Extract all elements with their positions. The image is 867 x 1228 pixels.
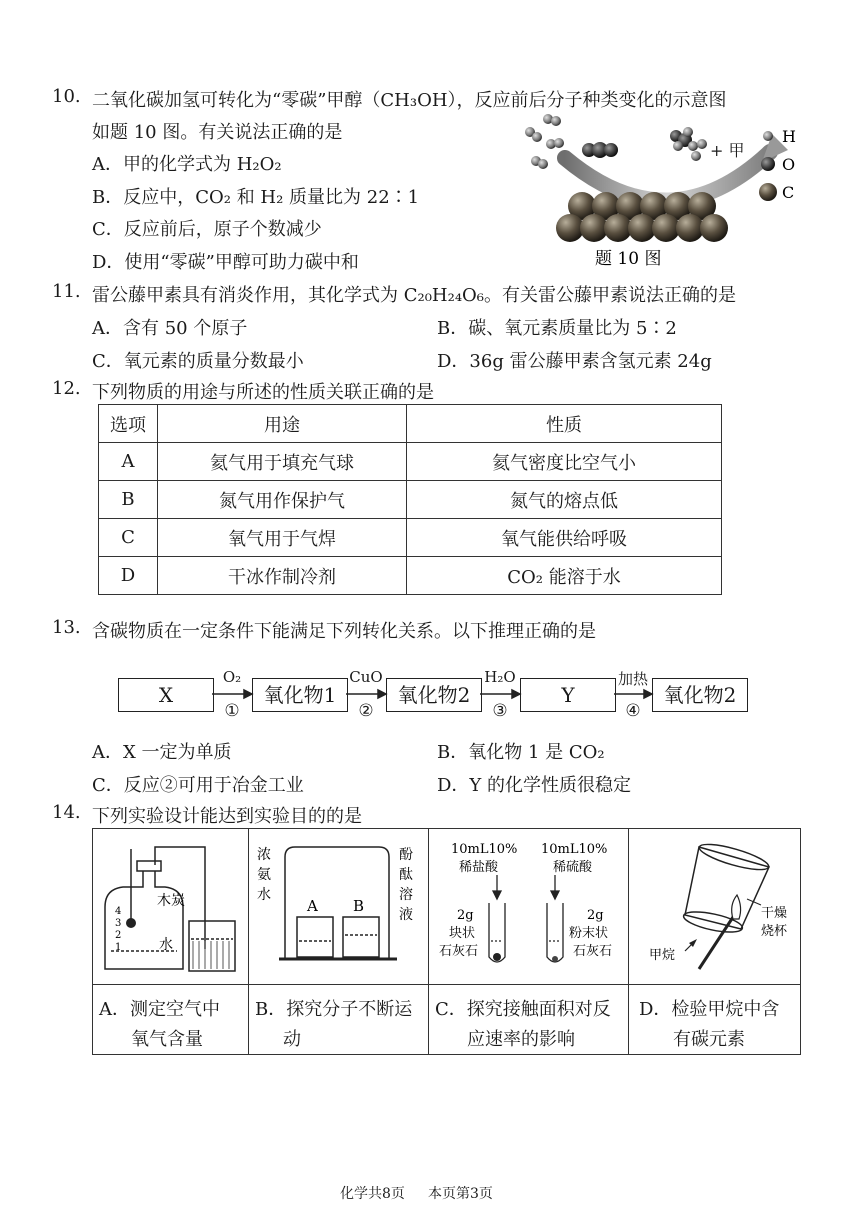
table-cell: CO₂ 能溶于水 xyxy=(407,557,722,595)
flow-box-x: X xyxy=(118,678,214,712)
q10-option-b: B．反应中，CO₂ 和 H₂ 质量比为 22∶1 xyxy=(92,187,420,208)
arrow4-condition: 加热 xyxy=(617,670,648,688)
svg-text:C: C xyxy=(782,183,795,202)
table-cell: 氦气密度比空气小 xyxy=(407,443,722,481)
caption-c-line1: C．探究接触面积对反 xyxy=(435,999,611,1020)
arrow4-step: ④ xyxy=(625,701,641,721)
q10-option-a: A．甲的化学式为 H₂O₂ xyxy=(92,154,282,175)
beaker-a-label: A xyxy=(307,897,318,915)
q12-number: 12. xyxy=(52,378,81,399)
caption-a-line2: 氧气含量 xyxy=(131,1029,203,1050)
svg-text:O: O xyxy=(782,155,796,174)
table-cell: D xyxy=(99,557,158,595)
svg-text:稀硫酸: 稀硫酸 xyxy=(553,860,593,875)
q10-stem-line1: 二氧化碳加氢可转化为“零碳”甲醇（CH₃OH），反应前后分子种类变化的示意图 xyxy=(92,90,727,111)
svg-text:H: H xyxy=(782,127,796,146)
q12-stem: 下列物质的用途与所述的性质关联正确的是 xyxy=(92,382,434,403)
table-cell: 干冰作制冷剂 xyxy=(158,557,407,595)
q11-number: 11. xyxy=(52,281,81,302)
table-cell: 氧气用于气焊 xyxy=(158,519,407,557)
q14-number: 14. xyxy=(52,802,81,823)
svg-text:3: 3 xyxy=(115,918,122,929)
flow-box-y: Y xyxy=(520,678,616,712)
q11-option-c: C．氧元素的质量分数最小 xyxy=(92,351,304,372)
label-water: 水 xyxy=(159,937,173,953)
label-charcoal: 木炭 xyxy=(157,893,185,909)
figure-c-apparatus xyxy=(429,829,628,984)
label-dry-beaker-2: 烧杯 xyxy=(761,924,788,939)
q11-option-a: A．含有 50 个原子 xyxy=(92,318,248,339)
q13-stem: 含碳物质在一定条件下能满足下列转化关系。以下推理正确的是 xyxy=(92,621,596,642)
svg-text:酞: 酞 xyxy=(399,867,413,883)
q11-stem: 雷公藤甲素具有消炎作用，其化学式为 C₂₀H₂₄O₆。有关雷公藤甲素说法正确的是 xyxy=(92,285,737,306)
svg-text:液: 液 xyxy=(399,907,413,923)
product-label: + 甲 xyxy=(710,141,745,160)
svg-text:酚: 酚 xyxy=(399,847,413,863)
caption-a-line1: A．测定空气中 xyxy=(99,999,220,1020)
q14-stem: 下列实验设计能达到实验目的的是 xyxy=(92,806,362,827)
figure-a-apparatus xyxy=(93,829,248,984)
label-dry-beaker-1: 干燥 xyxy=(761,906,788,921)
table-cell: 氧气能供给呼吸 xyxy=(407,519,722,557)
svg-text:2g: 2g xyxy=(457,908,474,923)
svg-text:块状: 块状 xyxy=(449,926,476,941)
table-cell: C xyxy=(99,519,158,557)
svg-text:石灰石: 石灰石 xyxy=(439,944,479,959)
q11-option-b: B．碳、氧元素质量比为 5∶2 xyxy=(437,318,677,339)
arrow3-step: ③ xyxy=(492,701,508,721)
caption-c-line2: 应速率的影响 xyxy=(467,1029,575,1050)
footer-page-number: 本页第3页 xyxy=(428,1186,493,1202)
q10-option-c: C．反应前后，原子个数减少 xyxy=(92,219,322,240)
caption-d-line1: D．检验甲烷中含 xyxy=(639,999,780,1020)
arrow2-reagent: CuO xyxy=(349,668,383,686)
svg-text:4: 4 xyxy=(115,906,122,917)
figure-d-apparatus xyxy=(629,829,800,984)
q14-experiment-table xyxy=(92,828,801,1055)
table-cell: 氮气用作保护气 xyxy=(158,481,407,519)
figure-caption: 题 10 图 xyxy=(595,249,662,269)
q13-number: 13. xyxy=(52,617,81,638)
svg-text:10mL10%: 10mL10% xyxy=(541,842,608,857)
beaker-b-label: B xyxy=(353,897,365,915)
table-cell: 氮气的熔点低 xyxy=(407,481,722,519)
svg-text:2g: 2g xyxy=(587,908,604,923)
caption-b-line2: 动 xyxy=(283,1029,301,1050)
label-methane: 甲烷 xyxy=(649,948,676,963)
table-header: 用途 xyxy=(158,405,407,443)
caption-b-line1: B．探究分子不断运 xyxy=(255,999,413,1020)
q11-option-d: D．36g 雷公藤甲素含氢元素 24g xyxy=(437,351,712,372)
flow-box-oxide2-final: 氧化物2 xyxy=(652,678,748,712)
svg-text:2: 2 xyxy=(115,930,122,941)
q10-option-d: D．使用“零碳”甲醇可助力碳中和 xyxy=(92,252,359,273)
arrow1-reagent: O₂ xyxy=(222,668,242,686)
flow-box-oxide2: 氧化物2 xyxy=(386,678,482,712)
table-cell: 氦气用于填充气球 xyxy=(158,443,407,481)
q13-option-d: D．Y 的化学性质很稳定 xyxy=(437,775,632,796)
table-cell: A xyxy=(99,443,158,481)
caption-d-line2: 有碳元素 xyxy=(673,1029,745,1050)
svg-text:氨: 氨 xyxy=(257,867,271,883)
svg-text:石灰石: 石灰石 xyxy=(573,944,613,959)
q10-stem-line2: 如题 10 图。有关说法正确的是 xyxy=(92,122,343,143)
svg-text:1: 1 xyxy=(115,942,122,953)
q13-option-b: B．氧化物 1 是 CO₂ xyxy=(437,742,605,763)
svg-text:水: 水 xyxy=(257,887,271,903)
arrow2-step: ② xyxy=(358,701,374,721)
footer-total-pages: 化学共8页 xyxy=(340,1186,405,1202)
q10-number: 10. xyxy=(52,86,81,107)
arrow1-step: ① xyxy=(224,701,240,721)
arrow3-reagent: H₂O xyxy=(484,668,516,686)
q13-option-c: C．反应②可用于冶金工业 xyxy=(92,775,304,796)
table-header: 选项 xyxy=(99,405,158,443)
flow-box-oxide1: 氧化物1 xyxy=(252,678,348,712)
svg-text:浓: 浓 xyxy=(257,847,271,863)
table-header: 性质 xyxy=(407,405,722,443)
table-cell: B xyxy=(99,481,158,519)
figure-b-apparatus xyxy=(249,829,428,984)
q13-option-a: A．X 一定为单质 xyxy=(92,742,232,763)
svg-text:10mL10%: 10mL10% xyxy=(451,842,518,857)
svg-text:粉末状: 粉末状 xyxy=(569,926,609,941)
svg-text:溶: 溶 xyxy=(399,887,413,903)
svg-text:稀盐酸: 稀盐酸 xyxy=(459,860,499,875)
